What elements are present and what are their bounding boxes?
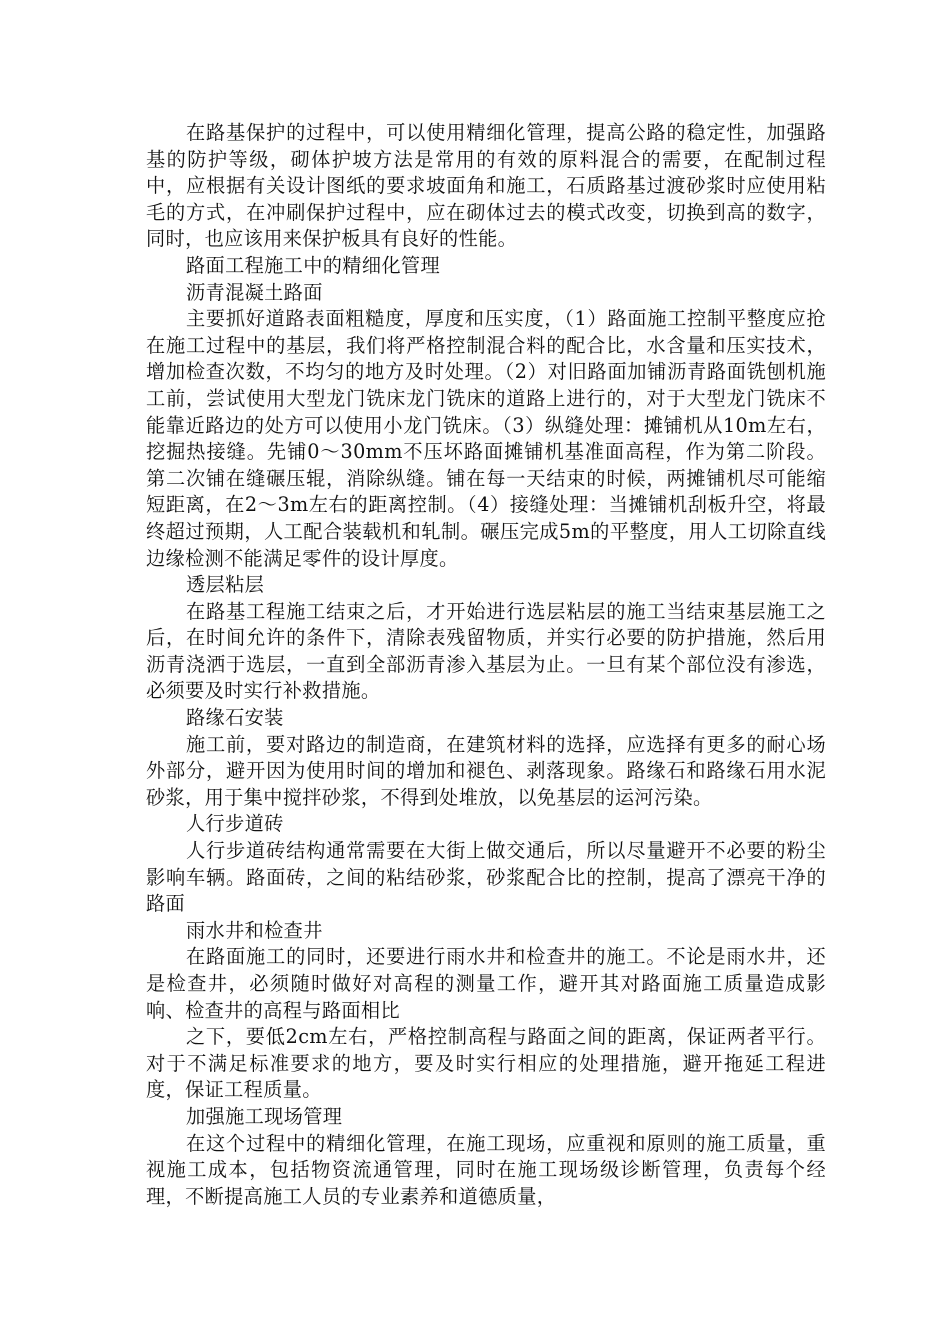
heading-asphalt-concrete: 沥青混凝土路面 [186,280,323,304]
heading-curb-installation: 路缘石安装 [186,706,284,730]
paragraph-sidewalk-brick: 人行步道砖结构通常需要在大街上做交通后，所以尽量避开不必要的粉尘影响车辆。路面砖，之间的粘结砂浆，砂浆配合比的控制，提高了漂亮干净的路面 [146,839,826,916]
heading-sidewalk-brick: 人行步道砖 [186,812,284,836]
paragraph-site-management: 在这个过程中的精细化管理，在施工现场，应重视和原则的施工质量，重视施工成本，包括物资流通管理，同时在施工现场级诊断管理，负责每个经理，不断提高施工人员的专业素养和道德质量， [146,1131,826,1208]
paragraph-rainwater-inspection-well: 在路面施工的同时，还要进行雨水井和检查井的施工。不论是雨水井，还是检查井，必须随时做好对高程的测量工作，避开其对路面施工质量造成影响、检查井的高程与路面相比 [146,945,826,1022]
heading-rainwater-inspection-well: 雨水井和检查井 [186,918,323,942]
document-page [146,120,826,1210]
paragraph-curb-installation: 施工前，要对路边的制造商，在建筑材料的选择，应选择有更多的耐心场外部分，避开因为使用时间的增加和褪色、剥落现象。路缘石和路缘石用水泥砂浆，用于集中搅拌砂浆，不得到处堆放，以免基层的运河污染。 [146,732,826,809]
paragraph-elevation-control: 之下，要低2cm左右，严格控制高程与路面之间的距离，保证两者平行。对于不满足标准要求的地方，要及时实行相应的处理措施，避开拖延工程进度，保证工程质量。 [146,1025,826,1102]
paragraph-prime-tack-coat: 在路基工程施工结束之后，才开始进行选层粘层的施工当结束基层施工之后，在时间允许的条件下，清除表残留物质，并实行必要的防护措施，然后用沥青浇洒于选层，一直到全部沥青渗入基层为止。一旦有某个部位没有渗选，必须要及时实行补救措施。 [146,599,826,703]
paragraph-subgrade-protection: 在路基保护的过程中，可以使用精细化管理，提高公路的稳定性，加强路基的防护等级，砌体护坡方法是常用的有效的原料混合的需要，在配制过程中，应根据有关设计图纸的要求坡面角和施工，石质路基过渡砂浆时应使用粘毛的方式，在冲刷保护过程中，应在砌体过去的模式改变，切换到高的数字，同时，也应该用来保护板具有良好的性能。 [146,121,826,251]
heading-pavement-fine-management: 路面工程施工中的精细化管理 [186,253,440,277]
heading-site-management: 加强施工现场管理 [186,1104,343,1128]
paragraph-asphalt-concrete: 主要抓好道路表面粗糙度，厚度和压实度，（1）路面施工控制平整度应抢在施工过程中的基层，我们将严格控制混合料的配合比，水含量和压实技术，增加检查次数，不均匀的地方及时处理。（2）对旧路面加铺沥青路面铣刨机施工前，尝试使用大型龙门铣床龙门铣床的道路上进行的，对于大型龙门铣床不能靠近路边的处方可以使用小龙门铣床。（3）纵缝处理：摊铺机从10m左右，挖掘热接缝。先铺0～30mm不压坏路面摊铺机基准面高程，作为第二阶段。第二次铺在缝碾压辊，消除纵缝。铺在每一天结束的时候，两摊铺机尽可能缩短距离，在2～3m左右的距离控制。（4）接缝处理：当摊铺机刮板升空，将最终超过预期，人工配合装载机和轧制。碾压完成5m的平整度，用人工切除直线边缘检测不能满足零件的设计厚度。 [146,307,826,570]
heading-prime-tack-coat: 透层粘层 [186,573,265,597]
